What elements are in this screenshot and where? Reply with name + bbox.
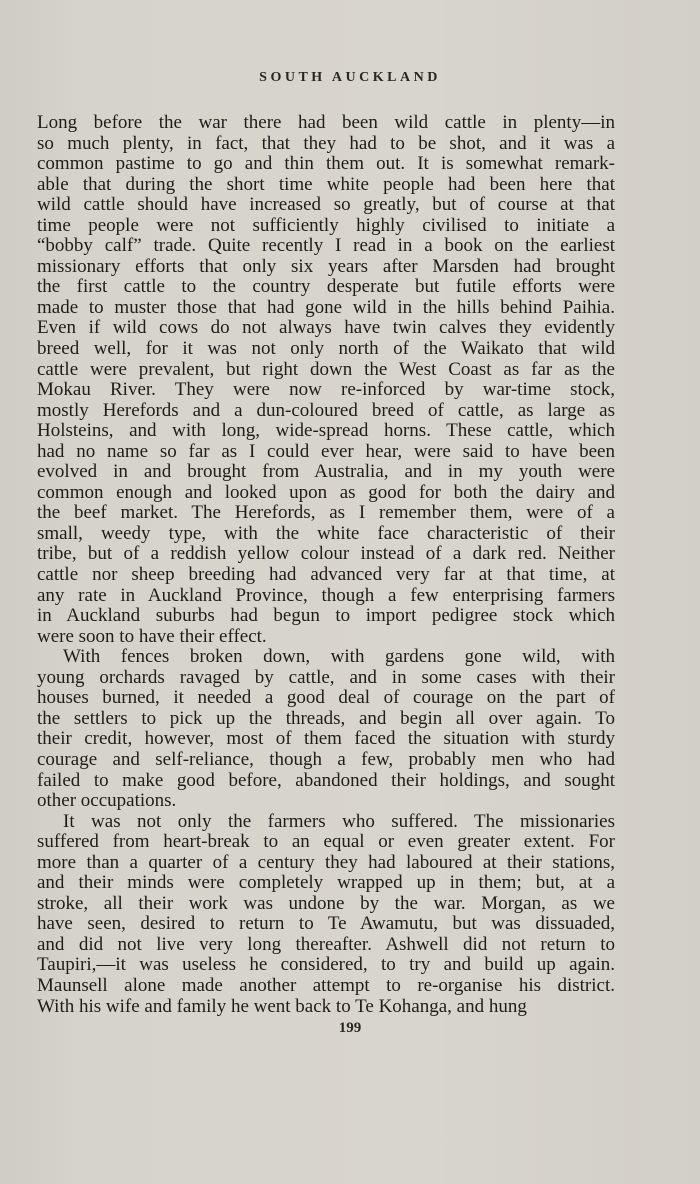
text-line: Even if wild cows do not always have twin calves they evidently xyxy=(37,317,615,339)
text-line: Holsteins, and with long, wide-spread horns. These cattle, which xyxy=(37,420,615,442)
text-line: Mokau River. They were now re-inforced by war-time stock, xyxy=(37,379,615,401)
text-line: made to muster those that had gone wild in the hills behind Paihia. xyxy=(37,296,615,318)
text-line: wild cattle should have increased so greatly, but of course at that xyxy=(37,194,615,216)
text-line: any rate in Auckland Province, though a few enterprising farmers xyxy=(37,584,615,606)
text-line: had no name so far as I could ever hear, were said to have been xyxy=(37,440,615,462)
paragraph-3 xyxy=(37,812,615,1017)
text-line: Maunsell alone made another attempt to re-organise his district. xyxy=(37,974,615,996)
text-line: more than a quarter of a century they had laboured at their stations, xyxy=(37,851,615,873)
text-line: and their minds were completely wrapped up in them; but, at a xyxy=(37,872,615,894)
text-line: tribe, but of a reddish yellow colour instead of a dark red. Neither xyxy=(37,543,615,565)
body-text xyxy=(37,113,615,1017)
text-line: common enough and looked upon as good for both the dairy and xyxy=(37,481,615,503)
text-line: common pastime to go and thin them out. It is somewhat remark- xyxy=(37,153,615,175)
text-line: Taupiri,—it was useless he considered, to try and build up again. xyxy=(37,954,615,976)
text-line: small, weedy type, with the white face characteristic of their xyxy=(37,522,615,544)
text-line: courage and self-reliance, though a few, probably men who had xyxy=(37,748,615,770)
text-line: houses burned, it needed a good deal of courage on the part of xyxy=(37,687,615,709)
text-line: in Auckland suburbs had begun to import pedigree stock which xyxy=(37,605,615,627)
text-line: and did not live very long thereafter. Ashwell did not return to xyxy=(37,933,615,955)
text-line: able that during the short time white people had been here that xyxy=(37,173,615,195)
text-line: cattle nor sheep breeding had advanced very far at that time, at xyxy=(37,564,615,586)
text-line: With fences broken down, with gardens gone wild, with xyxy=(63,646,615,668)
text-line: their credit, however, most of them faced the situation with sturdy xyxy=(37,728,615,750)
text-line: It was not only the farmers who suffered. The missionaries xyxy=(63,810,615,832)
text-line: mostly Herefords and a dun-coloured breed of cattle, as large as xyxy=(37,399,615,421)
paragraph-1 xyxy=(37,113,615,647)
text-line: the settlers to pick up the threads, and begin all over again. To xyxy=(37,707,615,729)
text-line: stroke, all their work was undone by the war. Morgan, as we xyxy=(37,892,615,914)
text-line: have seen, desired to return to Te Awamutu, but was dissuaded, xyxy=(37,913,615,935)
text-line: “bobby calf” trade. Quite recently I read in a book on the earliest xyxy=(37,235,615,257)
page-number: 199 xyxy=(338,1020,362,1036)
text-line: time people were not sufficiently highly civilised to initiate a xyxy=(37,214,615,236)
text-line: other occupations. xyxy=(37,790,177,812)
paragraph-2 xyxy=(37,647,615,811)
text-line: breed well, for it was not only north of the Waikato that wild xyxy=(37,338,615,360)
text-line: the beef market. The Herefords, as I remember them, were of a xyxy=(37,502,615,524)
text-line: missionary efforts that only six years after Marsden had brought xyxy=(37,255,615,277)
text-line: the first cattle to the country desperate but futile efforts were xyxy=(37,276,615,298)
text-line: evolved in and brought from Australia, and in my youth were xyxy=(37,461,615,483)
text-line: so much plenty, in fact, that they had to be shot, and it was a xyxy=(37,132,615,154)
text-line: were soon to have their effect. xyxy=(37,625,267,647)
text-line: With his wife and family he went back to Te Kohanga, and hung xyxy=(37,995,527,1017)
text-line: cattle were prevalent, but right down the West Coast as far as the xyxy=(37,358,615,380)
text-line: Long before the war there had been wild cattle in plenty—in xyxy=(37,112,615,133)
running-head: SOUTH AUCKLAND xyxy=(259,70,441,85)
text-line: failed to make good before, abandoned their holdings, and sought xyxy=(37,769,615,791)
text-line: suffered from heart-break to an equal or even greater extent. For xyxy=(37,831,615,853)
text-line: young orchards ravaged by cattle, and in some cases with their xyxy=(37,666,615,688)
